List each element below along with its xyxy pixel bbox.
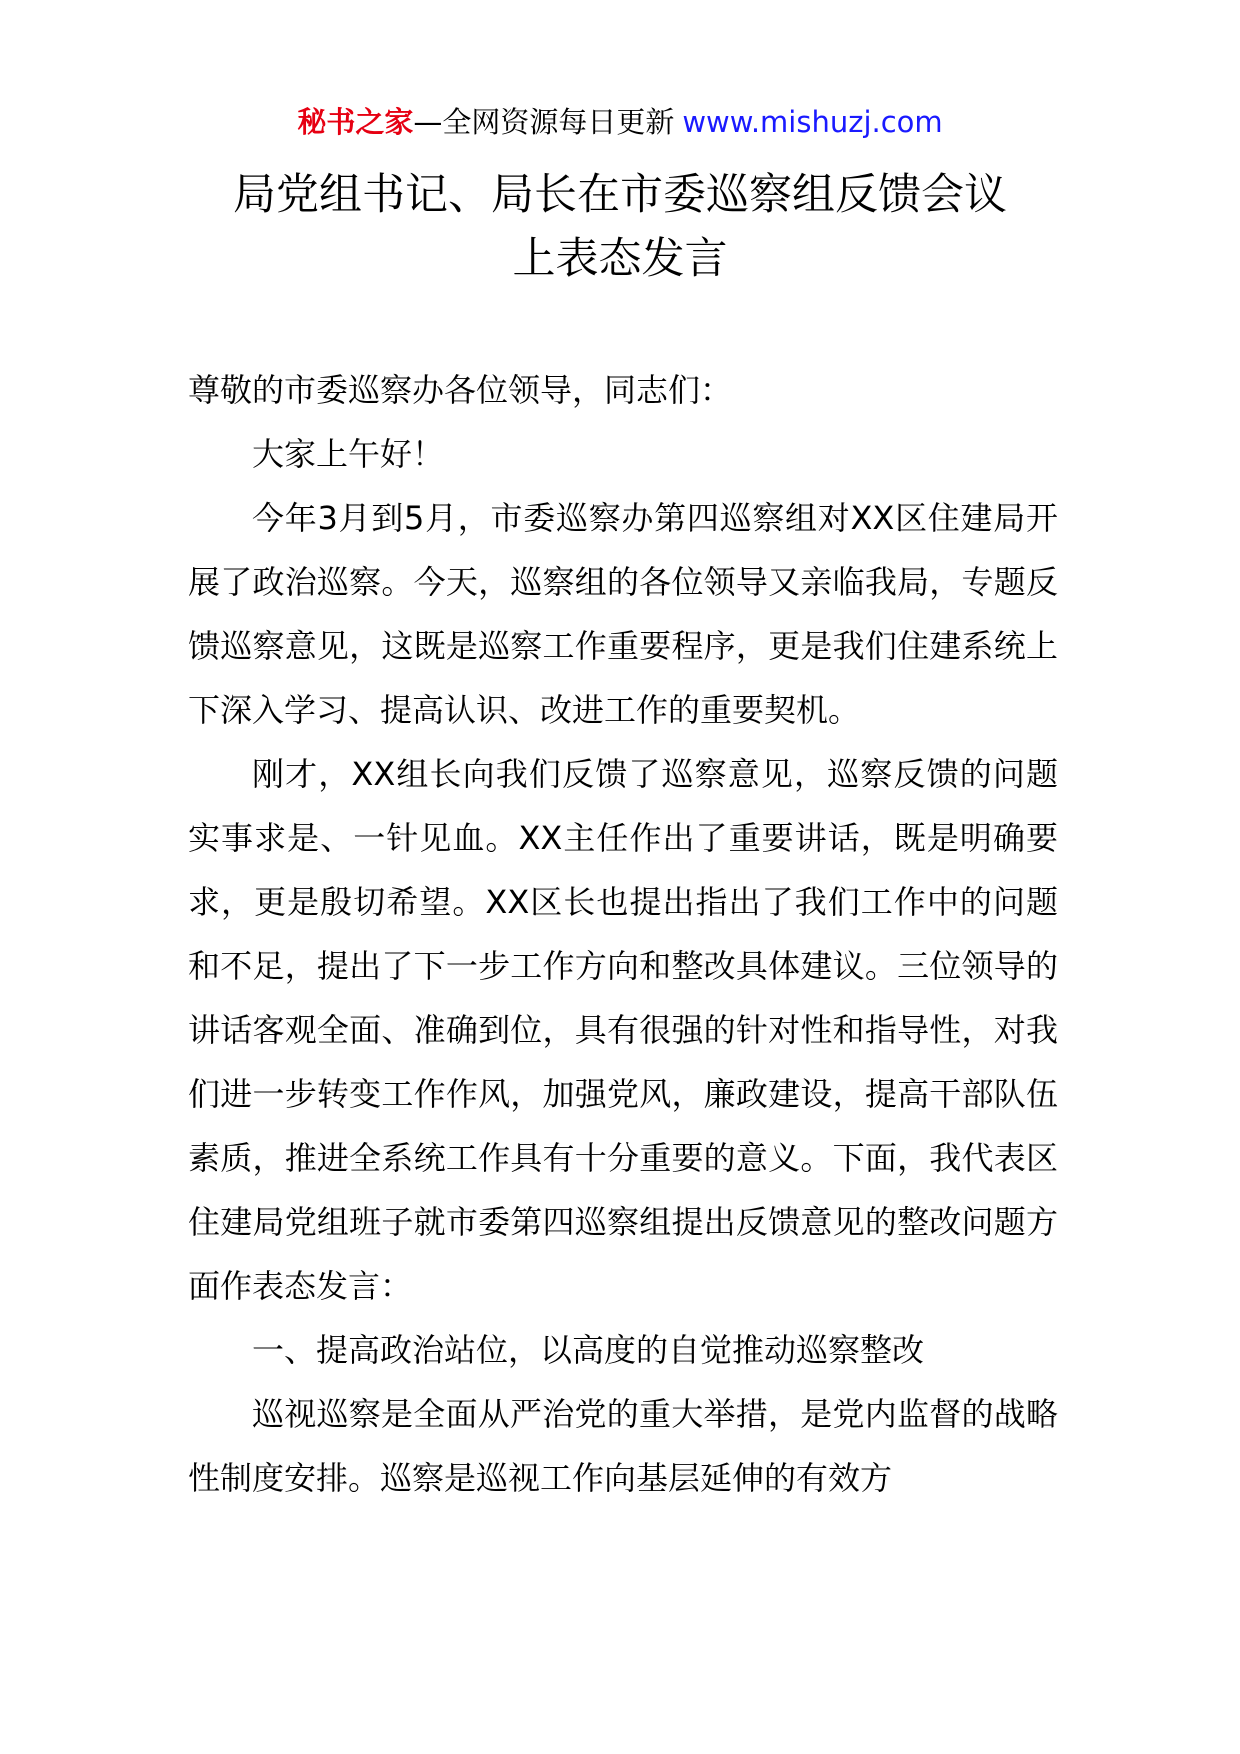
section-heading-1: 一、提高政治站位，以高度的自觉推动巡察整改 <box>252 1331 925 1369</box>
paragraph-3: 巡视巡察是全面从严治党的重大举措，是党内监督的战略性制度安排。巡察是巡视工作向基层延伸的有效方 <box>188 1395 1058 1497</box>
document-body <box>188 358 1058 1510</box>
document-title <box>0 163 1240 291</box>
title-line-2: 上表态发言 <box>512 234 728 284</box>
paragraph-1: 今年3月到5月，市委巡察办第四巡察组对XX区住建局开展了政治巡察。今天，巡察组的各位领导又亲临我局，专题反馈巡察意见，这既是巡察工作重要程序，更是我们住建系统上下深入学习、提高认识、改进工作的重要契机。 <box>188 499 1058 729</box>
greeting: 大家上午好！ <box>252 435 445 473</box>
site-url-link[interactable]: www.mishuzj.com <box>682 105 943 139</box>
paragraph-2: 刚才，XX组长向我们反馈了巡察意见，巡察反馈的问题实事求是、一针见血。XX主任作出了重要讲话，既是明确要求，更是殷切希望。XX区长也提出指出了我们工作中的问题和不足，提出了下一步工作方向和整改具体建议。三位领导的讲话客观全面、准确到位，具有很强的针对性和指导性，对我们进一步转变工作作风，加强党风，廉政建设，提高干部队伍素质，推进全系统工作具有十分重要的意义。下面，我代表区住建局党组班子就市委第四巡察组提出反馈意见的整改问题方面作表态发言： <box>188 755 1058 1305</box>
salutation: 尊敬的市委巡察办各位领导，同志们： <box>188 371 733 409</box>
brand-name: 秘书之家 <box>297 105 414 139</box>
title-line-1: 局党组书记、局长在市委巡察组反馈会议 <box>233 170 1007 220</box>
site-header <box>0 100 1240 144</box>
header-tagline: —全网资源每日更新 <box>413 105 675 139</box>
